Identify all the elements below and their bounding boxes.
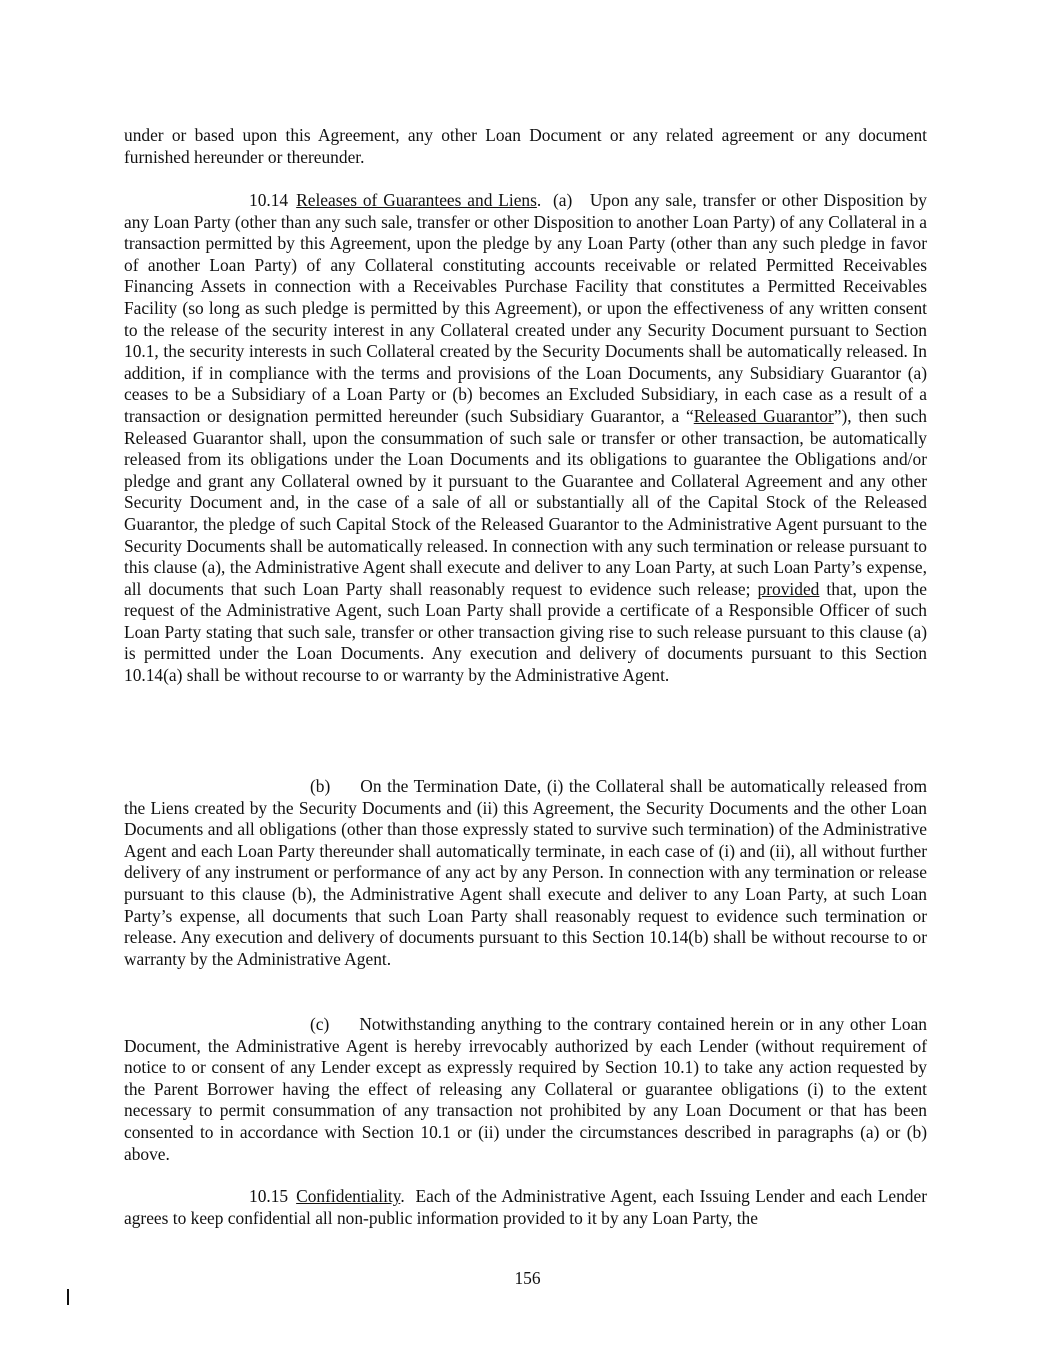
revision-margin-bar (67, 1289, 69, 1305)
section-10-15-heading (288, 1186, 400, 1206)
section-10-14-paragraph-a: 10.14 Releases of Guarantees and Liens. (a) Upon any sale, transfer or other Disposition by any Loan Party (other than any such sale, transfer or other Disposition to another Loan Party) of any Collateral in a transaction permitted by this Agreement, upon the pledge by any Loan Party (other than any such pledge in favor of another Loan Party) of any Collateral constituting accounts receivable or related Permitted Receivables Financing Assets in connection with a Receivables Purchase Facility that constitutes a Permitted Receivables Facility (so long as such pledge is permitted by this Agreement), or upon the effectiveness of any written consent to the release of the security interest in any Collateral created under any Security Document pursuant to Section 10.1, the security interests in such Collateral created by the Security Documents shall be automatically released. In addition, if in compliance with the terms and provisions of the Loan Documents, any Subsidiary Guarantor (a) ceases to be a Subsidiary of a Loan Party or (b) becomes an Excluded Subsidiary, in each case as a result of a transaction or designation permitted hereunder (such Subsidiary Guarantor, a “Released Guarantor”), then such Released Guarantor shall, upon the consummation of such sale or transfer or other transaction, be automatically released from its obligations under the Loan Documents and its obligations to guarantee the Obligations and/or pledge and grant any Collateral owned by it pursuant to the Guarantee and Collateral Agreement and any other Security Document and, in the case of a sale of all or substantially all of the Capital Stock of the Released Guarantor, the pledge of such Capital Stock of the Released Guarantor to the Administrative Agent pursuant to the Security Documents shall be automatically released. In connection with any such termination or release pursuant to this clause (a), the Administrative Agent shall execute and deliver to any Loan Party, at such Loan Party’s expense, all documents that such Loan Party shall reasonably request to evidence such release; provided that, upon the request of the Administrative Agent, such Loan Party shall provide a certificate of a Responsible Officer of such Loan Party stating that such sale, transfer or other transaction giving rise to such release pursuant to this clause (a) is permitted under the Loan Documents. Any execution and delivery of documents pursuant to this Section 10.14(a) shall be without recourse to or warranty by the Administrative Agent. (124, 190, 927, 686)
clause-b-text: On the Termination Date, (i) the Collateral shall be automatically released from the Liens created by the Security Documents and (ii) this Agreement, the Security Documents and the other Loan Documents and all obligations (other than those expressly stated to survive such termination) of the Administrative Agent and each Loan Party thereunder shall automatically terminate, in each case of (i) and (ii), all without further delivery of any instrument or performance of any act by any Person. In connection with any termination or release pursuant to this clause (b), the Administrative Agent shall execute and deliver to any Loan Party, at such Loan Party’s expense, all documents that such Loan Party shall reasonably request to evidence such termination or release. Any execution and delivery of documents pursuant to this Section 10.14(b) shall be without recourse to or warranty by the Administrative Agent. (124, 776, 927, 969)
section-10-14-number: 10.14 (249, 190, 289, 210)
clause-a-text-part1: Upon any sale, transfer or other Disposition by any Loan Party (other than any such sale, transfer or other Disposition to another Loan Party) of any Collateral in a transaction permitted by this Agreement, upon the pledge by any Loan Party (other than any such pledge in favor of another Loan Party) of any Collateral constituting accounts receivable or related Permitted Receivables Financing Assets in connection with a Receivables Purchase Facility that constitutes a Permitted Receivables Facility (so long as such pledge is permitted by this Agreement), or upon the effectiveness of any written consent to the release of the security interest in any Collateral created under any Security Document pursuant to Section 10.1, the security interests in such Collateral created by the Security Documents shall be automatically released. In addition, if in compliance with the terms and provisions of the Loan Documents, any Subsidiary Guarantor (a) ceases to be a Subsidiary of a Loan Party or (b) becomes an Excluded Subsidiary, in each case as a result of a transaction or designation permitted hereunder (such Subsidiary Guarantor, a “ (124, 190, 927, 426)
proviso-word: provided (757, 578, 820, 599)
clause-a-text-part2: ”), then such Released Guarantor shall, upon the consummation of such sale or transfer or other transaction, be automatically released from its obligations under the Loan Documents and its obligations to guarantee the Obligations and/or pledge and grant any Collateral owned by it pursuant to the Guarantee and Collateral Agreement and any other Security Document and, in the case of a sale of all or substantially all of the Capital Stock of the Released Guarantor, the pledge of such Capital Stock of the Released Guarantor to the Administrative Agent pursuant to the Security Documents shall be automatically released. In connection with any such termination or release pursuant to this clause (a), the Administrative Agent shall execute and deliver to any Loan Party, at such Loan Party’s expense, all documents that such Loan Party shall reasonably request to evidence such release; (124, 405, 927, 599)
clause-b-label: (b) (310, 776, 331, 796)
clause-c-text: Notwithstanding anything to the contrary contained herein or in any other Loan Document, the Administrative Agent is hereby irrevocably authorized by each Lender (without requirement of notice to or consent of any Lender except as expressly required by Section 10.1) to take any action requested by the Parent Borrower having the effect of releasing any Collateral or guarantee obligations (i) to the extent necessary to permit consummation of any transaction not prohibited by any Loan Document or that has been consented to in accordance with Section 10.1 or (ii) under the circumstances described in paragraphs (a) or (b) above. (124, 1014, 927, 1164)
section-10-15-text: Each of the Administrative Agent, each Issuing Lender and each Lender agrees to keep confidential all non-public information provided to it by any Loan Party, the (124, 1186, 928, 1228)
intro-paragraph (124, 125, 927, 168)
clause-a-label: (a) (552, 190, 573, 210)
intro-text: under or based upon this Agreement, any other Loan Document or any related agreement or any document furnished hereunder or thereunder. (124, 125, 927, 167)
section-10-14-paragraph-b (124, 776, 927, 970)
section-10-15-paragraph: 10.15 Confidentiality. Each of the Administrative Agent, each Issuing Lender and each Lender agrees to keep confidential all non-public information provided to it by any Loan Party, the (124, 1186, 928, 1228)
defined-term-released-guarantor: Released Guarantor (693, 405, 834, 426)
section-10-15-heading-text: Confidentiality (296, 1186, 401, 1206)
section-10-14-heading (288, 190, 537, 210)
clause-c-label: (c) (310, 1014, 330, 1034)
page-number: 156 (514, 1268, 541, 1288)
section-10-15-number: 10.15 (249, 1186, 289, 1206)
section-10-14-heading-text: Releases of Guarantees and Liens (296, 190, 537, 210)
clause-a-text-part3: that, upon the request of the Administrative Agent, such Loan Party shall provide a certificate of a Responsible Officer of such Loan Party stating that such sale, transfer or other transaction giving rise to such release pursuant to this clause (a) is permitted under the Loan Documents. Any execution and delivery of documents pursuant to this Section 10.14(a) shall be without recourse to or warranty by the Administrative Agent. (124, 578, 927, 686)
section-10-14-paragraph-c (124, 1014, 927, 1165)
